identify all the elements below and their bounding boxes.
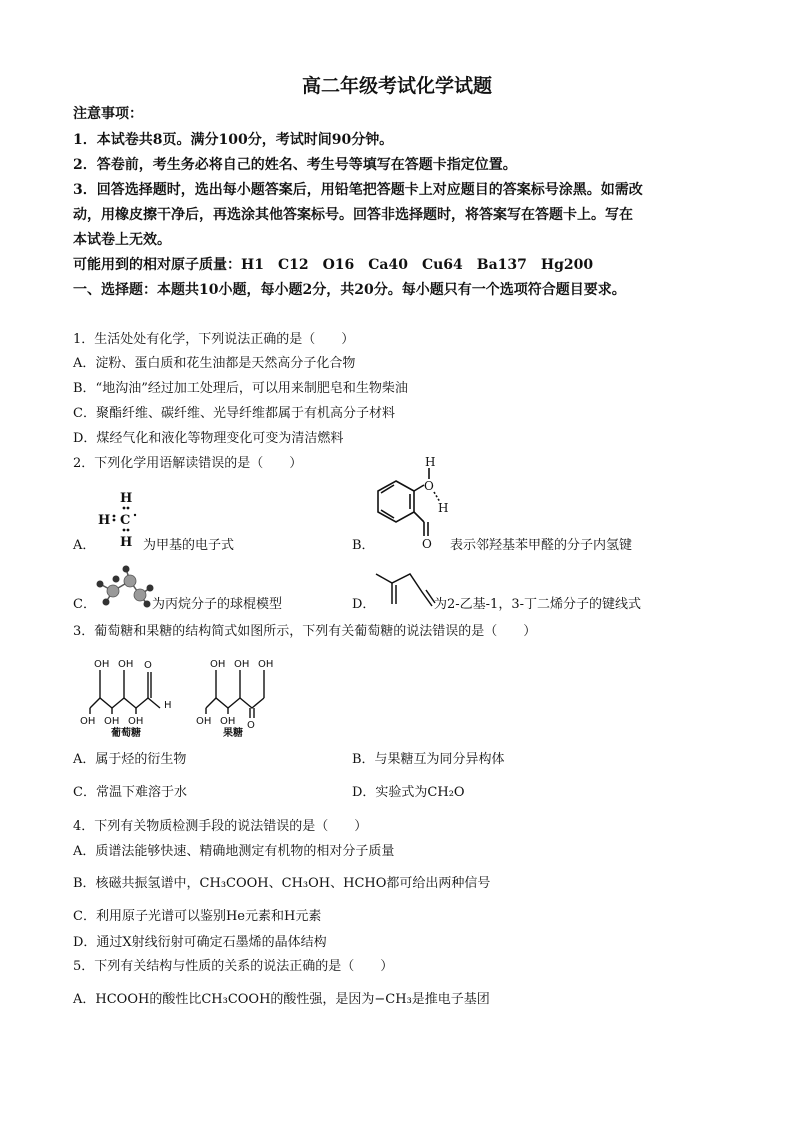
svg-text:C: C xyxy=(120,513,131,528)
q1-option-b: B．“地沟油”经过加工处理后，可以用来制肥皂和生物柴油 xyxy=(73,381,408,396)
q3-option-a: A．属于烃的衍生物 xyxy=(73,752,187,767)
notice-line-3a: 3．回答选择题时，选出每小题答案后，用铅笔把答题卡上对应题目的答案标号涂黑。如需改 xyxy=(73,182,643,198)
notice-line-1: 1．本试卷共8页。满分100分，考试时间90分钟。 xyxy=(73,132,394,148)
section-1-heading: 一、选择题：本题共10小题，每小题2分，共20分。每小题只有一个选项符合题目要求。 xyxy=(73,282,626,298)
glucose-fructose-structures xyxy=(76,656,276,738)
q4-option-c: C．利用原子光谱可以鉴别He元素和H元素 xyxy=(73,909,322,924)
q2-option-c-label: C． xyxy=(73,597,96,612)
q2-option-b-text: 表示邻羟基苯甲醛的分子内氢键 xyxy=(450,538,633,553)
q2-option-d-label: D． xyxy=(352,597,376,612)
svg-text:H: H xyxy=(425,456,436,469)
svg-text:H: H xyxy=(164,700,172,711)
q4-option-d: D．通过X射线衍射可确定石墨烯的晶体结构 xyxy=(73,935,327,950)
q2-stem: 2．下列化学用语解读错误的是（ ） xyxy=(73,456,303,471)
svg-text:O: O xyxy=(144,660,152,671)
hydroxybenzaldehyde-structure xyxy=(372,456,452,550)
q3-option-d: D．实验式为CH₂O xyxy=(352,785,465,800)
notice-line-2: 2．答卷前，考生务必将自己的姓名、考生号等填写在答题卡指定位置。 xyxy=(73,157,517,173)
q2-option-b-label: B． xyxy=(352,538,375,553)
glucose-label: 葡萄糖 xyxy=(111,728,141,738)
q1-stem: 1．生活处处有化学，下列说法正确的是（ ） xyxy=(73,332,355,347)
propane-ball-stick-model xyxy=(92,564,154,608)
svg-text:O: O xyxy=(422,537,432,550)
svg-text:OH: OH xyxy=(210,659,226,670)
svg-text:OH: OH xyxy=(220,716,236,727)
svg-text:O: O xyxy=(424,479,434,493)
notice-line-3c: 本试卷上无效。 xyxy=(73,232,171,248)
atomic-masses: 可能用到的相对原子质量：H1 C12 O16 Ca40 Cu64 Ba137 Hg200 xyxy=(73,257,594,273)
svg-text:H: H xyxy=(120,491,133,506)
svg-text:OH: OH xyxy=(94,659,110,670)
q1-option-d: D．煤经气化和液化等物理变化可变为清洁燃料 xyxy=(73,431,344,446)
notice-line-3b: 动，用橡皮擦干净后，再选涂其他答案标号。回答非选择题时，将答案写在答题卡上。写在 xyxy=(73,207,633,223)
fructose-label: 果糖 xyxy=(223,728,243,738)
svg-text:OH: OH xyxy=(104,716,120,727)
q3-option-c: C．常温下难溶于水 xyxy=(73,785,187,800)
q5-option-a: A．HCOOH的酸性比CH₃COOH的酸性强，是因为−CH₃是推电子基团 xyxy=(73,992,490,1007)
q3-stem: 3．葡萄糖和果糖的结构简式如图所示，下列有关葡萄糖的说法错误的是（ ） xyxy=(73,624,537,639)
methyl-electron-formula xyxy=(94,488,146,550)
q4-option-a: A．质谱法能够快速、精确地测定有机物的相对分子质量 xyxy=(73,844,395,859)
q1-option-a: A．淀粉、蛋白质和花生油都是天然高分子化合物 xyxy=(73,356,356,371)
q4-stem: 4．下列有关物质检测手段的说法错误的是（ ） xyxy=(73,819,368,834)
q2-option-c-text: 为丙烷分子的球棍模型 xyxy=(152,597,283,612)
q2-option-a-label: A． xyxy=(73,538,96,553)
svg-text:OH: OH xyxy=(258,659,274,670)
notice-heading: 注意事项： xyxy=(73,106,143,122)
svg-text:OH: OH xyxy=(118,659,134,670)
svg-text:OH: OH xyxy=(80,716,96,727)
svg-text:OH: OH xyxy=(196,716,212,727)
svg-text:H: H xyxy=(438,501,449,515)
q2-option-d-text: 为2-乙基-1，3-丁二烯分子的键线式 xyxy=(434,597,641,612)
svg-text:O: O xyxy=(247,720,255,731)
q2-option-a-text: 为甲基的电子式 xyxy=(143,538,235,553)
q1-option-c: C．聚酯纤维、碳纤维、光导纤维都属于有机高分子材料 xyxy=(73,406,395,421)
svg-text:H: H xyxy=(98,513,111,528)
svg-text:OH: OH xyxy=(128,716,144,727)
q4-option-b: B．核磁共振氢谱中，CH₃COOH、CH₃OH、HCHO都可给出两种信号 xyxy=(73,876,491,891)
page-title: 高二年级考试化学试题 xyxy=(301,75,492,97)
svg-text:OH: OH xyxy=(234,659,250,670)
q5-stem: 5．下列有关结构与性质的关系的说法正确的是（ ） xyxy=(73,959,394,974)
q3-option-b: B．与果糖互为同分异构体 xyxy=(352,752,505,767)
svg-text:H: H xyxy=(120,535,133,550)
ethylbutadiene-skeletal-formula xyxy=(372,568,436,610)
